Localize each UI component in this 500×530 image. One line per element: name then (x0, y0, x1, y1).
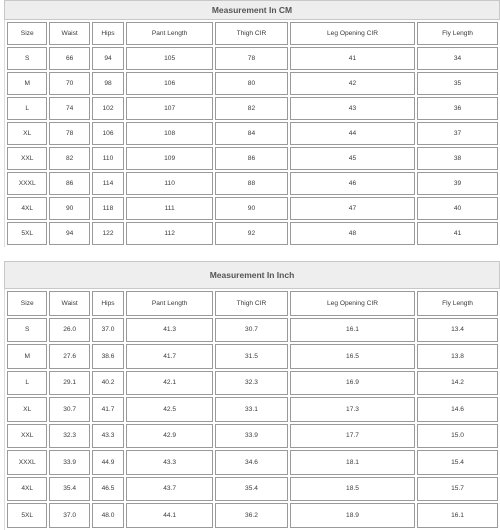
size-cell: L (7, 97, 47, 120)
measurement-cell: 88 (215, 172, 288, 195)
table-row (7, 197, 498, 220)
table-row (7, 172, 498, 195)
measurement-cell: 118 (92, 197, 124, 220)
measurement-cell: 108 (126, 122, 213, 145)
measurement-cell: 36.2 (215, 503, 288, 528)
measurement-cell: 44.9 (92, 450, 124, 475)
column-header: Fly Length (417, 22, 498, 45)
size-cell: L (7, 371, 47, 396)
measurement-cell: 41.7 (126, 344, 213, 369)
size-cell: M (7, 72, 47, 95)
measurement-cell: 39 (417, 172, 498, 195)
measurement-cell: 109 (126, 147, 213, 170)
measurement-cell: 41.7 (92, 397, 124, 422)
size-cell: 5XL (7, 503, 47, 528)
measurement-cell: 98 (92, 72, 124, 95)
size-cell: XXXL (7, 172, 47, 195)
table-row (7, 450, 498, 475)
measurement-cell: 46 (290, 172, 415, 195)
measurement-cell: 43 (290, 97, 415, 120)
measurement-cell: 13.4 (417, 318, 498, 343)
measurement-cell: 41.3 (126, 318, 213, 343)
measurement-cell: 42.1 (126, 371, 213, 396)
measurement-cell: 84 (215, 122, 288, 145)
measurement-cell: 13.8 (417, 344, 498, 369)
table-row (7, 477, 498, 502)
table-row (7, 397, 498, 422)
measurement-cell: 105 (126, 47, 213, 70)
measurement-cell: 29.1 (49, 371, 89, 396)
cm-table-title: Measurement In CM (4, 0, 500, 20)
measurement-cell: 38.6 (92, 344, 124, 369)
column-header: Waist (49, 22, 89, 45)
measurement-cell: 43.3 (92, 424, 124, 449)
table-header-row (7, 22, 498, 45)
column-header: Leg Opening CIR (290, 291, 415, 316)
column-header: Hips (92, 291, 124, 316)
column-header: Fly Length (417, 291, 498, 316)
inch-table-title: Measurement In Inch (4, 261, 500, 289)
measurement-cell: 106 (126, 72, 213, 95)
measurement-cell: 40 (417, 197, 498, 220)
measurement-cell: 16.1 (417, 503, 498, 528)
measurement-cell: 32.3 (49, 424, 89, 449)
measurement-cell: 17.3 (290, 397, 415, 422)
measurement-cell: 26.0 (49, 318, 89, 343)
measurement-cell: 43.3 (126, 450, 213, 475)
measurement-cell: 17.7 (290, 424, 415, 449)
size-cell: XXL (7, 424, 47, 449)
measurement-cell: 34.6 (215, 450, 288, 475)
measurement-cell: 31.5 (215, 344, 288, 369)
measurement-cell: 48.0 (92, 503, 124, 528)
measurement-cell: 41 (290, 47, 415, 70)
measurement-cell: 35.4 (49, 477, 89, 502)
measurement-cell: 112 (126, 222, 213, 245)
size-cell: M (7, 344, 47, 369)
measurement-cell: 15.4 (417, 450, 498, 475)
measurement-cell: 43.7 (126, 477, 213, 502)
measurement-cell: 16.9 (290, 371, 415, 396)
column-header: Pant Length (126, 22, 213, 45)
table-row (7, 72, 498, 95)
column-header: Pant Length (126, 291, 213, 316)
measurement-cell: 78 (49, 122, 89, 145)
table-row (7, 318, 498, 343)
measurement-cell: 111 (126, 197, 213, 220)
size-cell: 4XL (7, 197, 47, 220)
cm-size-chart (4, 0, 500, 247)
table-row (7, 97, 498, 120)
measurement-cell: 35 (417, 72, 498, 95)
column-header: Waist (49, 291, 89, 316)
measurement-cell: 18.9 (290, 503, 415, 528)
measurement-cell: 107 (126, 97, 213, 120)
size-cell: S (7, 47, 47, 70)
measurement-cell: 27.6 (49, 344, 89, 369)
measurement-cell: 41 (417, 222, 498, 245)
measurement-cell: 38 (417, 147, 498, 170)
measurement-cell: 42.9 (126, 424, 213, 449)
measurement-cell: 122 (92, 222, 124, 245)
measurement-cell: 86 (49, 172, 89, 195)
measurement-cell: 86 (215, 147, 288, 170)
inch-size-chart (4, 261, 500, 530)
measurement-cell: 94 (92, 47, 124, 70)
measurement-cell: 110 (92, 147, 124, 170)
column-header: Thigh CIR (215, 22, 288, 45)
size-cell: 4XL (7, 477, 47, 502)
measurement-cell: 82 (49, 147, 89, 170)
table-row (7, 344, 498, 369)
size-cell: S (7, 318, 47, 343)
cm-table (4, 20, 500, 247)
measurement-cell: 34 (417, 47, 498, 70)
measurement-cell: 106 (92, 122, 124, 145)
measurement-cell: 14.2 (417, 371, 498, 396)
measurement-cell: 102 (92, 97, 124, 120)
column-header: Size (7, 22, 47, 45)
measurement-cell: 66 (49, 47, 89, 70)
measurement-cell: 48 (290, 222, 415, 245)
measurement-cell: 78 (215, 47, 288, 70)
measurement-cell: 33.1 (215, 397, 288, 422)
measurement-cell: 14.6 (417, 397, 498, 422)
measurement-cell: 37.0 (92, 318, 124, 343)
column-header: Size (7, 291, 47, 316)
table-header-row (7, 291, 498, 316)
measurement-cell: 33.9 (215, 424, 288, 449)
measurement-cell: 46.5 (92, 477, 124, 502)
measurement-cell: 45 (290, 147, 415, 170)
measurement-cell: 80 (215, 72, 288, 95)
measurement-cell: 37.0 (49, 503, 89, 528)
measurement-cell: 110 (126, 172, 213, 195)
measurement-cell: 35.4 (215, 477, 288, 502)
column-header: Leg Opening CIR (290, 22, 415, 45)
table-row (7, 47, 498, 70)
measurement-cell: 32.3 (215, 371, 288, 396)
measurement-cell: 15.7 (417, 477, 498, 502)
measurement-cell: 42.5 (126, 397, 213, 422)
size-cell: 5XL (7, 222, 47, 245)
measurement-cell: 18.5 (290, 477, 415, 502)
measurement-cell: 30.7 (215, 318, 288, 343)
measurement-cell: 47 (290, 197, 415, 220)
measurement-cell: 15.0 (417, 424, 498, 449)
table-row (7, 122, 498, 145)
measurement-cell: 94 (49, 222, 89, 245)
measurement-cell: 90 (215, 197, 288, 220)
measurement-cell: 44.1 (126, 503, 213, 528)
measurement-cell: 90 (49, 197, 89, 220)
measurement-cell: 42 (290, 72, 415, 95)
measurement-cell: 44 (290, 122, 415, 145)
table-row (7, 371, 498, 396)
measurement-cell: 33.9 (49, 450, 89, 475)
size-cell: XXL (7, 147, 47, 170)
size-cell: XL (7, 122, 47, 145)
measurement-cell: 18.1 (290, 450, 415, 475)
measurement-cell: 74 (49, 97, 89, 120)
table-row (7, 424, 498, 449)
measurement-cell: 30.7 (49, 397, 89, 422)
measurement-cell: 16.5 (290, 344, 415, 369)
measurement-cell: 16.1 (290, 318, 415, 343)
measurement-cell: 82 (215, 97, 288, 120)
measurement-cell: 70 (49, 72, 89, 95)
measurement-cell: 40.2 (92, 371, 124, 396)
column-header: Hips (92, 22, 124, 45)
table-row (7, 503, 498, 528)
measurement-cell: 36 (417, 97, 498, 120)
size-cell: XL (7, 397, 47, 422)
measurement-cell: 114 (92, 172, 124, 195)
inch-table (4, 289, 500, 530)
size-cell: XXXL (7, 450, 47, 475)
measurement-cell: 37 (417, 122, 498, 145)
measurement-cell: 92 (215, 222, 288, 245)
table-row (7, 222, 498, 245)
column-header: Thigh CIR (215, 291, 288, 316)
table-row (7, 147, 498, 170)
